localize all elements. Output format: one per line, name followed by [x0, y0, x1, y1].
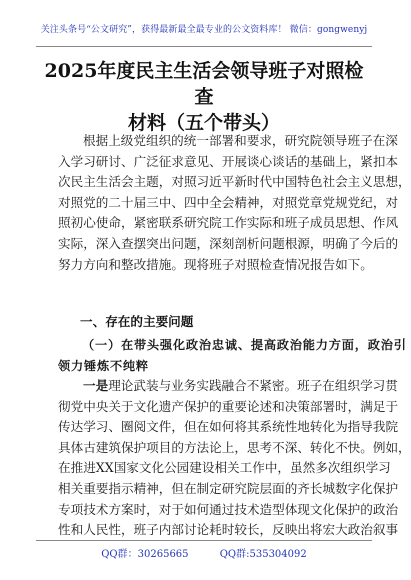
- footer-qq-group-1: QQ群：30265665: [101, 549, 189, 560]
- body-line-text: 理论武装与业务实践融合不紧密。班子在组织学习贯: [108, 378, 398, 393]
- subsection-heading-line-2: 领力锤炼不纯粹: [58, 359, 149, 373]
- body-line: 传达学习、圈阅文件，但在如何将其系统性地转化为指导我院: [58, 419, 399, 435]
- body-line: 在推进XX国家文化公园建设相关工作中，虽然多次组织学习: [58, 460, 391, 476]
- section-heading: 一、存在的主要问题: [80, 314, 194, 329]
- body-line: 性和人民性，班子内部讨论耗时较长，反映出将宏大政治叙事: [58, 522, 399, 538]
- subsection-heading-line-1: （一）在带头强化政治忠诚、提高政治能力方面，政治引: [82, 338, 407, 352]
- title-line-1: 2025年度民主生活会领导班子对照检查: [44, 60, 364, 108]
- footer-divider: [36, 540, 372, 541]
- title-line-2: 材料（五个带头）: [127, 112, 280, 134]
- intro-line: 根据上级党组织的统一部署和要求，研究院领导班子在深: [83, 133, 398, 148]
- intro-line: 实际，深入查摆突出问题，深刻剖析问题根源，明确了今后的: [58, 235, 399, 251]
- body-line: 相关重要指示精神，但在制定研究院层面的齐长城数字化保护: [58, 480, 399, 496]
- intro-line: 对照党的二十届三中、四中全会精神，对照党章党规党纪，对: [58, 194, 399, 210]
- intro-line: 努力方向和整改措施。现将班子对照检查情况报告如下。: [58, 256, 373, 272]
- intro-line: 入学习研讨、广泛征求意见、开展谈心谈话的基础上，紧扣本: [58, 153, 399, 169]
- intro-line: 次民主生活会主题，对照习近平新时代中国特色社会主义思想，: [58, 174, 411, 190]
- footer-qq-group-2: QQ群:535304092: [219, 549, 307, 560]
- document-title: [40, 58, 368, 136]
- body-line-first: [58, 376, 398, 397]
- body-line: 彻党中央关于文化遗产保护的重要论述和决策部署时，满足于: [58, 398, 399, 414]
- header-divider: [36, 46, 372, 47]
- intro-line: 照初心使命，紧密联系研究院工作实际和班子成员思想、作风: [58, 215, 399, 231]
- intro-paragraph: [58, 131, 411, 275]
- promo-header: 关注头条号“公文研究”，获得最新最全最专业的公文资料库！ 微信：gongwenyj: [40, 25, 368, 35]
- body-paragraph: [58, 376, 411, 541]
- body-line: 具体古建筑保护项目的方法论上，思考不深、转化不快。例如，: [58, 439, 411, 455]
- subsection-heading: [58, 335, 407, 377]
- body-line: 专项技术方案时，对于如何通过技术造型体现文化保护的政治: [58, 501, 399, 517]
- promo-footer: [0, 545, 408, 560]
- point-lead: 一是: [83, 378, 109, 393]
